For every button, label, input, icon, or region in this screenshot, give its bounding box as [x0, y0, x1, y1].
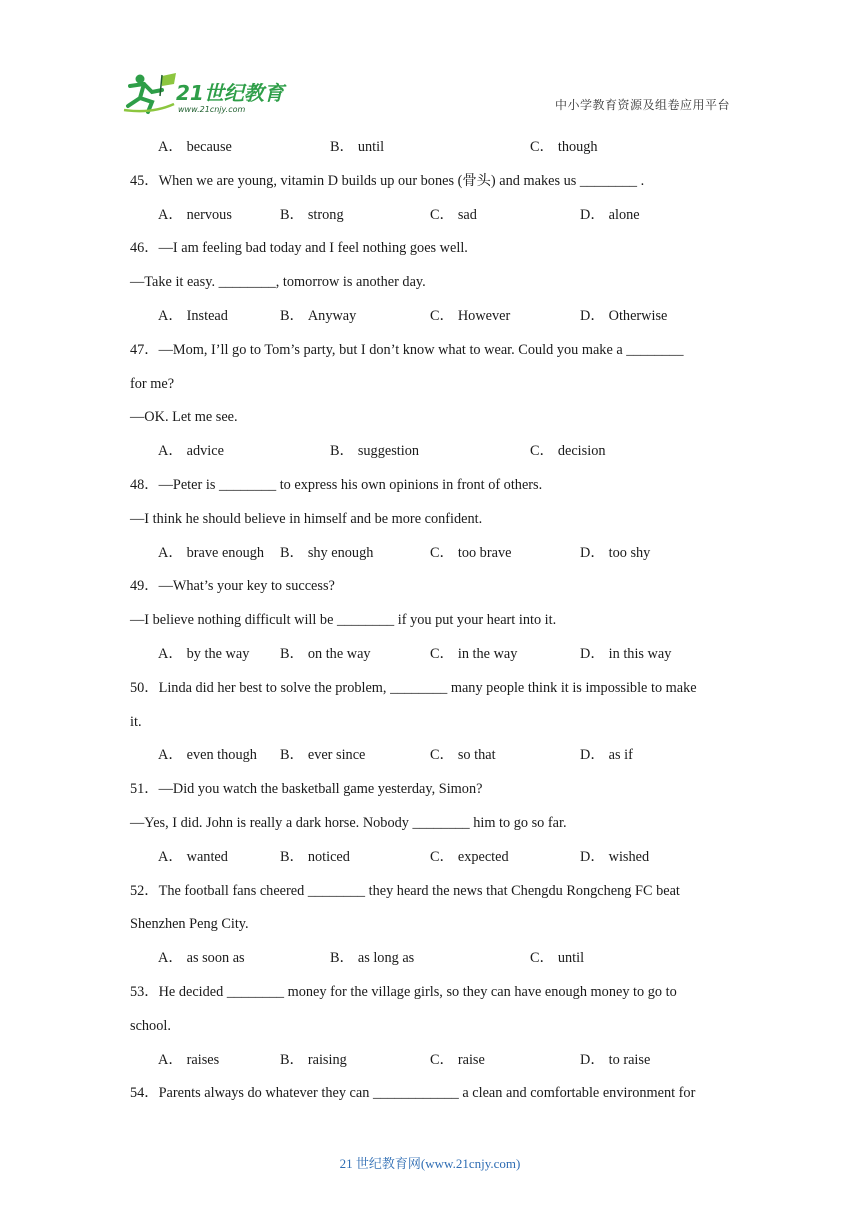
answer-option[interactable] — [430, 202, 477, 228]
answer-option[interactable] — [430, 844, 509, 870]
answer-option[interactable] — [280, 303, 356, 329]
answer-option[interactable] — [158, 134, 232, 160]
question-line: it. — [130, 713, 142, 730]
option-letter: C． — [530, 443, 554, 460]
option-letter: C． — [430, 544, 454, 561]
runner-logo-icon — [122, 70, 292, 116]
answer-option[interactable] — [530, 438, 606, 464]
site-logo[interactable] — [122, 70, 292, 116]
option-text: nervous — [186, 206, 232, 223]
option-text: until — [357, 139, 385, 155]
option-text: decision — [557, 443, 606, 460]
answer-option[interactable] — [580, 844, 649, 870]
option-letter: B． — [280, 848, 304, 865]
option-letter: C． — [430, 307, 454, 324]
question-line: 50．Linda did her best to solve the problem, ________ many people think it is impossible to make — [130, 679, 697, 696]
option-text: wished — [608, 848, 650, 865]
answer-option[interactable] — [158, 540, 264, 566]
option-text: because — [186, 139, 232, 155]
option-text: However — [457, 307, 511, 324]
option-letter: B． — [280, 747, 304, 764]
option-text: Instead — [186, 307, 228, 324]
option-text: in the way — [457, 645, 518, 662]
answer-option[interactable] — [280, 641, 371, 667]
option-letter: B． — [280, 1051, 304, 1068]
option-letter: A． — [158, 950, 183, 967]
option-text: Otherwise — [608, 307, 668, 324]
answer-option[interactable] — [430, 540, 511, 566]
question-line: 51．—Did you watch the basketball game yesterday, Simon? — [130, 781, 483, 798]
answer-option[interactable] — [158, 438, 224, 464]
option-text: sad — [457, 206, 477, 223]
option-text: though — [557, 139, 598, 155]
option-text: in this way — [608, 645, 672, 662]
answer-option[interactable] — [280, 742, 365, 768]
question-line: Shenzhen Peng City. — [130, 916, 249, 933]
question-line: 49．—What’s your key to success? — [130, 578, 335, 595]
option-letter: C． — [430, 747, 454, 764]
answer-option[interactable] — [158, 844, 228, 870]
answer-option[interactable] — [530, 134, 598, 160]
answer-option[interactable] — [430, 641, 517, 667]
answer-option[interactable] — [330, 438, 419, 464]
option-text: raise — [457, 1051, 485, 1068]
question-line: 47．—Mom, I’ll go to Tom’s party, but I don’t know what to wear. Could you make a ________ — [130, 341, 684, 358]
answer-option[interactable] — [430, 303, 510, 329]
answer-option[interactable] — [580, 540, 650, 566]
question-line: for me? — [130, 375, 175, 392]
option-letter: A． — [158, 848, 183, 865]
question-line: —I believe nothing difficult will be ________ if you put your heart into it. — [130, 612, 557, 629]
option-letter: D． — [580, 544, 605, 561]
option-letter: D． — [580, 747, 605, 764]
option-letter: A． — [158, 1051, 183, 1068]
option-letter: A． — [158, 139, 183, 155]
question-line: 46．—I am feeling bad today and I feel nothing goes well. — [130, 240, 468, 257]
exam-content — [130, 134, 732, 1114]
option-letter: B． — [280, 307, 304, 324]
option-letter: D． — [580, 1051, 605, 1068]
answer-option[interactable] — [330, 945, 414, 971]
answer-options — [130, 641, 732, 675]
answer-option[interactable] — [158, 945, 245, 971]
question-line: —Yes, I did. John is really a dark horse. Nobody ________ him to go so far. — [130, 814, 567, 831]
option-letter: C． — [430, 848, 454, 865]
answer-option[interactable] — [580, 641, 671, 667]
answer-options — [130, 540, 732, 574]
question-line: 54．Parents always do whatever they can ____________ a clean and comfortable environment for — [130, 1085, 696, 1102]
answer-options — [130, 742, 732, 776]
option-letter: C． — [530, 950, 554, 967]
option-text: too shy — [608, 544, 651, 561]
answer-option[interactable] — [430, 1047, 485, 1073]
option-text: alone — [608, 206, 640, 223]
question-line: —Take it easy. ________, tomorrow is another day. — [130, 274, 426, 291]
answer-option[interactable] — [330, 134, 384, 160]
answer-option[interactable] — [158, 641, 249, 667]
option-letter: B． — [280, 544, 304, 561]
option-letter: B． — [280, 645, 304, 662]
answer-option[interactable] — [580, 742, 633, 768]
option-letter: B． — [330, 950, 354, 967]
option-text: suggestion — [357, 443, 420, 460]
answer-options — [130, 202, 732, 236]
answer-option[interactable] — [158, 1047, 219, 1073]
option-letter: B． — [330, 443, 354, 460]
page-footer[interactable]: 21 世纪教育网(www.21cnjy.com) — [339, 1156, 521, 1171]
question-line: 48．—Peter is ________ to express his own opinions in front of others. — [130, 476, 543, 493]
option-letter: D． — [580, 645, 605, 662]
option-letter: D． — [580, 307, 605, 324]
question-line: —OK. Let me see. — [130, 409, 238, 426]
option-text: too brave — [457, 544, 512, 561]
option-letter: C． — [430, 1051, 454, 1068]
option-text: wanted — [186, 848, 228, 865]
answer-option[interactable] — [158, 202, 232, 228]
option-letter: D． — [580, 848, 605, 865]
option-letter: A． — [158, 645, 183, 662]
option-letter: A． — [158, 544, 183, 561]
option-text: brave enough — [186, 544, 265, 561]
option-text: strong — [307, 206, 344, 223]
answer-option[interactable] — [580, 1047, 650, 1073]
option-text: Anyway — [307, 307, 357, 324]
option-text: noticed — [307, 848, 350, 865]
option-text: on the way — [307, 645, 371, 662]
answer-option[interactable] — [280, 540, 373, 566]
option-text: ever since — [307, 747, 366, 764]
option-letter: A． — [158, 443, 183, 460]
answer-option[interactable] — [580, 303, 667, 329]
answer-option[interactable] — [530, 945, 584, 971]
answer-option[interactable] — [158, 742, 257, 768]
option-text: until — [557, 950, 585, 967]
option-text: expected — [457, 848, 509, 865]
answer-option[interactable] — [158, 303, 228, 329]
option-letter: C． — [430, 206, 454, 223]
answer-options — [130, 303, 732, 337]
answer-option[interactable] — [580, 202, 640, 228]
answer-options — [130, 438, 732, 472]
option-letter: C． — [530, 139, 554, 155]
platform-tagline: 中小学教育资源及组卷应用平台 — [554, 98, 730, 112]
option-text: as if — [608, 747, 633, 764]
page-header — [0, 0, 860, 125]
answer-option[interactable] — [280, 202, 344, 228]
option-text: shy enough — [307, 544, 374, 561]
option-text: by the way — [186, 645, 250, 662]
question-line: 53．He decided ________ money for the village girls, so they can have enough money to go to — [130, 983, 677, 1000]
option-text: so that — [457, 747, 496, 764]
answer-option[interactable] — [280, 1047, 347, 1073]
answer-options — [130, 844, 732, 878]
answer-option[interactable] — [430, 742, 496, 768]
option-text: advice — [186, 443, 224, 460]
svg-text:www.21cnjy.com: www.21cnjy.com — [178, 105, 246, 114]
answer-options — [130, 134, 732, 168]
option-letter: A． — [158, 206, 183, 223]
question-line: 45．When we are young, vitamin D builds up our bones (骨头) and makes us ________ . — [130, 172, 645, 189]
option-text: raises — [186, 1051, 220, 1068]
question-line: —I think he should believe in himself and be more confident. — [130, 510, 483, 527]
answer-options — [130, 1047, 732, 1081]
option-text: raising — [307, 1051, 347, 1068]
option-text: as long as — [357, 950, 415, 967]
option-letter: D． — [580, 206, 605, 223]
option-letter: B． — [280, 206, 304, 223]
option-text: to raise — [608, 1051, 651, 1068]
option-letter: B． — [330, 139, 354, 155]
svg-text:21世纪教育: 21世纪教育 — [176, 81, 284, 105]
question-line: 52．The football fans cheered ________ they heard the news that Chengdu Rongcheng FC beat — [130, 882, 680, 899]
answer-options — [130, 945, 732, 979]
option-letter: A． — [158, 747, 183, 764]
question-line: school. — [130, 1017, 171, 1034]
answer-option[interactable] — [280, 844, 350, 870]
option-text: as soon as — [186, 950, 245, 967]
option-letter: A． — [158, 307, 183, 324]
option-letter: C． — [430, 645, 454, 662]
option-text: even though — [186, 747, 257, 764]
